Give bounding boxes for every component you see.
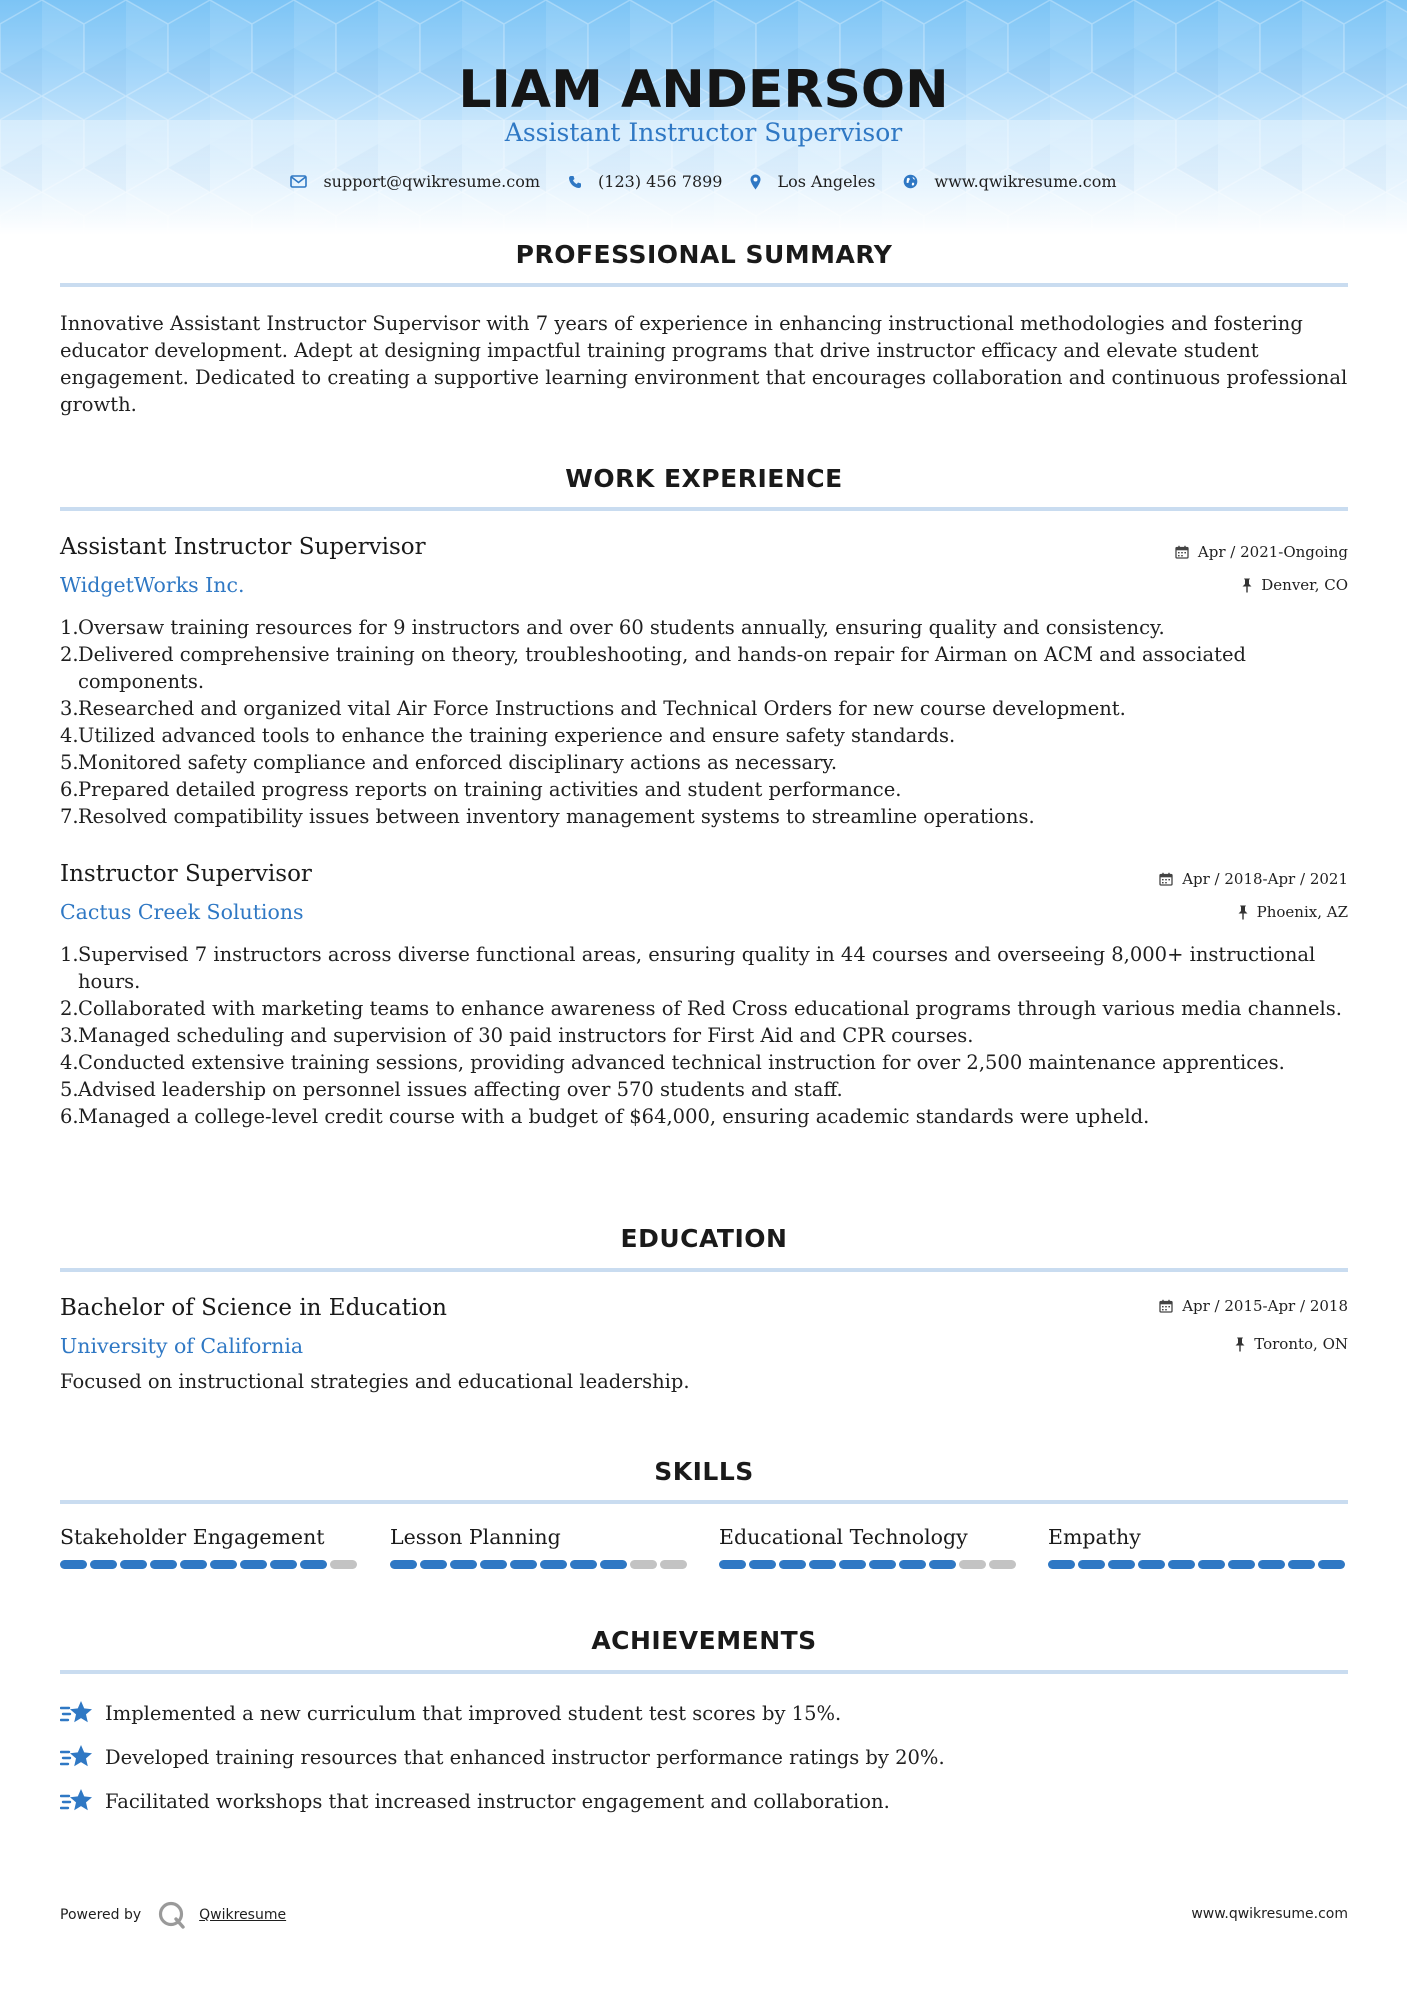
skill-name: Lesson Planning xyxy=(390,1525,561,1549)
education-heading: EDUCATION xyxy=(620,1224,788,1253)
skill-segment-filled xyxy=(809,1560,836,1569)
skill-segment-filled xyxy=(600,1560,627,1569)
contact-website[interactable] xyxy=(903,172,1116,191)
skill-segment-filled xyxy=(240,1560,267,1569)
pushpin-icon xyxy=(1242,578,1252,593)
skill-segment-filled xyxy=(1048,1560,1075,1569)
skill-segment-filled xyxy=(1198,1560,1225,1569)
skill-segment-filled xyxy=(90,1560,117,1569)
skill-segment-filled xyxy=(570,1560,597,1569)
skill-segment-filled xyxy=(480,1560,507,1569)
qwikresume-logo-icon xyxy=(157,1900,187,1930)
skill-segment-filled xyxy=(1288,1560,1315,1569)
achievements-heading: ACHIEVEMENTS xyxy=(591,1626,817,1655)
job-dates-text: Apr / 2018-Apr / 2021 xyxy=(1182,870,1348,888)
skill-segment-filled xyxy=(1138,1560,1165,1569)
education-dates-text: Apr / 2015-Apr / 2018 xyxy=(1182,1297,1348,1315)
skill-segment-filled xyxy=(420,1560,447,1569)
achievement-text: Facilitated workshops that increased instructor engagement and collaboration. xyxy=(105,1789,890,1813)
education-school: University of California xyxy=(60,1334,304,1358)
achievement-text: Implemented a new curriculum that improved student test scores by 15%. xyxy=(105,1701,842,1725)
star-icon xyxy=(60,1742,94,1772)
skill-name: Empathy xyxy=(1048,1525,1141,1549)
skill-segment-filled xyxy=(60,1560,87,1569)
achievement-item xyxy=(60,1742,945,1772)
job-company: Cactus Creek Solutions xyxy=(60,900,304,924)
job-bullets xyxy=(60,614,1348,830)
list-item: Monitored safety compliance and enforced disciplinary actions as necessary. xyxy=(78,751,838,774)
skill-item xyxy=(60,1525,360,1569)
job-location-text: Denver, CO xyxy=(1261,576,1348,594)
skill-rating-bar xyxy=(719,1560,1019,1569)
job-location xyxy=(1242,576,1348,594)
contact-bar xyxy=(0,172,1407,191)
contact-email[interactable] xyxy=(290,172,540,191)
experience-heading: WORK EXPERIENCE xyxy=(565,464,843,493)
skill-segment-filled xyxy=(719,1560,746,1569)
powered-by-label: Powered by xyxy=(60,1907,142,1923)
skill-segment-filled xyxy=(540,1560,567,1569)
list-item: Managed scheduling and supervision of 30 paid instructors for First Aid and CPR courses. xyxy=(78,1024,974,1047)
skill-segment-filled xyxy=(779,1560,806,1569)
skill-name: Educational Technology xyxy=(719,1525,968,1549)
job-dates xyxy=(1159,870,1348,888)
achievements-divider xyxy=(60,1670,1348,1674)
contact-location xyxy=(750,172,875,191)
skills-grid xyxy=(60,1525,1348,1575)
contact-website-text: www.qwikresume.com xyxy=(934,172,1117,191)
list-item: Managed a college-level credit course with a budget of $64,000, ensuring academic standards were upheld. xyxy=(78,1105,1150,1128)
list-item: Delivered comprehensive training on theory, troubleshooting, and hands-on repair for Airman on ACM and associated components. xyxy=(78,643,1247,693)
education-location-text: Toronto, ON xyxy=(1254,1335,1348,1353)
pushpin-icon xyxy=(1235,1337,1245,1352)
skill-rating-bar xyxy=(1048,1560,1348,1569)
skill-segment-filled xyxy=(839,1560,866,1569)
contact-phone[interactable] xyxy=(568,172,722,191)
skill-segment-filled xyxy=(929,1560,956,1569)
skill-rating-bar xyxy=(60,1560,360,1569)
list-item: Advised leadership on personnel issues affecting over 570 students and staff. xyxy=(78,1078,843,1101)
job-dates xyxy=(1175,543,1348,561)
pushpin-icon xyxy=(1238,905,1248,920)
list-item: Resolved compatibility issues between inventory management systems to streamline operations. xyxy=(78,805,1035,828)
list-item: Researched and organized vital Air Force Instructions and Technical Orders for new course development. xyxy=(78,697,1126,720)
contact-email-text: support@qwikresume.com xyxy=(323,172,541,191)
candidate-role: Assistant Instructor Supervisor xyxy=(504,118,903,147)
job-bullets xyxy=(60,941,1348,1130)
list-item: Utilized advanced tools to enhance the training experience and ensure safety standards. xyxy=(78,724,956,747)
education-location xyxy=(1235,1335,1348,1353)
skill-segment-filled xyxy=(1258,1560,1285,1569)
calendar-icon xyxy=(1159,1299,1173,1313)
skill-segment-filled xyxy=(270,1560,297,1569)
contact-location-text: Los Angeles xyxy=(777,172,876,191)
skill-item xyxy=(1048,1525,1348,1569)
star-icon xyxy=(60,1698,94,1728)
achievement-item xyxy=(60,1698,841,1728)
star-icon xyxy=(60,1786,94,1816)
skill-segment-filled xyxy=(150,1560,177,1569)
candidate-name: LIAM ANDERSON xyxy=(458,60,949,120)
skill-segment-filled xyxy=(300,1560,327,1569)
skill-segment-filled xyxy=(1108,1560,1135,1569)
skill-segment-empty xyxy=(660,1560,687,1569)
skill-segment-filled xyxy=(869,1560,896,1569)
job-dates-text: Apr / 2021-Ongoing xyxy=(1197,543,1348,561)
skill-segment-filled xyxy=(1228,1560,1255,1569)
list-item: Conducted extensive training sessions, providing advanced technical instruction for over 2,500 maintenance apprentices. xyxy=(78,1051,1285,1074)
achievement-item xyxy=(60,1786,890,1816)
achievement-text: Developed training resources that enhanced instructor performance ratings by 20%. xyxy=(105,1745,945,1769)
phone-icon xyxy=(568,175,582,189)
skill-segment-empty xyxy=(989,1560,1016,1569)
skill-name: Stakeholder Engagement xyxy=(60,1525,325,1549)
job-company: WidgetWorks Inc. xyxy=(60,573,245,597)
powered-by xyxy=(60,1900,286,1930)
skills-heading: SKILLS xyxy=(654,1457,754,1486)
skill-segment-filled xyxy=(510,1560,537,1569)
skill-segment-filled xyxy=(120,1560,147,1569)
summary-divider xyxy=(60,283,1348,287)
skill-item xyxy=(390,1525,690,1569)
list-item: Supervised 7 instructors across diverse functional areas, ensuring quality in 44 courses and overseeing 8,000+ instructional hours. xyxy=(78,943,1316,993)
contact-phone-text: (123) 456 7899 xyxy=(598,172,723,191)
education-dates xyxy=(1159,1297,1348,1315)
list-item: Collaborated with marketing teams to enhance awareness of Red Cross educational programs through various media channels. xyxy=(78,997,1342,1020)
skill-segment-filled xyxy=(749,1560,776,1569)
qwikresume-link[interactable]: Qwikresume xyxy=(199,1907,287,1923)
experience-divider xyxy=(60,507,1348,511)
education-degree: Bachelor of Science in Education xyxy=(60,1295,447,1321)
job-location-text: Phoenix, AZ xyxy=(1256,903,1348,921)
skill-segment-filled xyxy=(1078,1560,1105,1569)
skill-segment-filled xyxy=(1168,1560,1195,1569)
skill-segment-filled xyxy=(450,1560,477,1569)
skill-segment-empty xyxy=(630,1560,657,1569)
skills-divider xyxy=(60,1500,1348,1504)
globe-icon xyxy=(903,174,918,189)
skill-item xyxy=(719,1525,1019,1569)
summary-text: Innovative Assistant Instructor Supervisor with 7 years of experience in enhancing instructional methodologies and fostering educator development. Adept at designing impactful training programs that drive instructor efficacy and elevate student engagement. Dedicated to creating a supportive learning environment that encourages collaboration and continuous professional growth. xyxy=(60,312,1348,416)
skill-segment-filled xyxy=(390,1560,417,1569)
education-description: Focused on instructional strategies and educational leadership. xyxy=(60,1370,690,1393)
skill-segment-filled xyxy=(210,1560,237,1569)
skill-segment-filled xyxy=(899,1560,926,1569)
job-title: Assistant Instructor Supervisor xyxy=(60,534,426,560)
list-item: Prepared detailed progress reports on training activities and student performance. xyxy=(78,778,902,801)
job-title: Instructor Supervisor xyxy=(60,861,312,887)
calendar-icon xyxy=(1159,872,1173,886)
list-item: Oversaw training resources for 9 instructors and over 60 students annually, ensuring quality and consistency. xyxy=(78,616,1165,639)
summary-heading: PROFESSIONAL SUMMARY xyxy=(515,240,893,269)
calendar-icon xyxy=(1175,545,1189,559)
skill-segment-empty xyxy=(959,1560,986,1569)
skill-segment-empty xyxy=(330,1560,357,1569)
skill-segment-filled xyxy=(180,1560,207,1569)
envelope-icon xyxy=(290,175,307,188)
skill-rating-bar xyxy=(390,1560,690,1569)
map-marker-icon xyxy=(750,174,761,190)
footer-website[interactable]: www.qwikresume.com xyxy=(1191,1906,1348,1922)
job-location xyxy=(1238,903,1348,921)
skill-segment-filled xyxy=(1318,1560,1345,1569)
education-divider xyxy=(60,1268,1348,1272)
